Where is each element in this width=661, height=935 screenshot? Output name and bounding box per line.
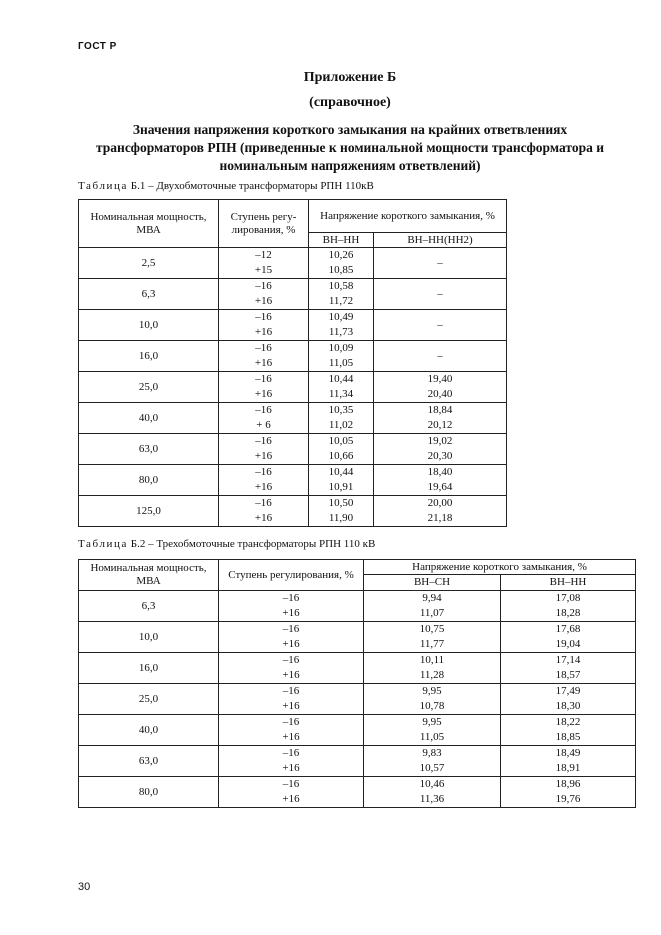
cell-line: 19,64 [427,481,453,493]
cell-step [219,777,364,808]
cell-power: 16,0 [79,653,219,684]
cell-power: 40,0 [79,403,219,434]
cell-step [219,248,309,279]
table-row [79,310,507,341]
cell-line: 9,83 [422,747,442,759]
cell-line: –16 [255,466,272,478]
cell-power: 6,3 [79,591,219,622]
cell-line: 21,18 [427,512,453,524]
cell-vn-nn [309,279,374,310]
cell-line: 11,34 [328,388,354,400]
cell-vn-nn-nn2: – [374,341,507,372]
cell-line: 20,30 [427,450,453,462]
cell-vn-sn [364,591,501,622]
table2-caption-text: Б.2 – Трехобмоточные трансформаторы РПН 110 кВ [128,538,376,550]
cell-power: 10,0 [79,622,219,653]
cell-line: 18,57 [555,669,581,681]
cell-line: 10,85 [328,264,354,276]
cell-line: 18,22 [555,716,581,728]
table-row [79,653,636,684]
cell-vn-nn [501,746,636,777]
cell-line: +16 [282,669,300,681]
cell-line: 9,95 [422,716,442,728]
cell-power: 63,0 [79,434,219,465]
cell-line: 10,46 [419,778,445,790]
cell-vn-sn [364,684,501,715]
cell-step [219,591,364,622]
table-row [79,591,636,622]
table-three-winding [78,559,636,808]
table1-caption-label: Таблица [78,180,128,192]
table1-caption [78,180,374,192]
table-row [79,279,507,310]
cell-line: +16 [254,481,273,493]
t1-header-voltage: Напряжение короткого замыкания, % [309,200,507,233]
cell-vn-sn [364,715,501,746]
cell-line: 19,04 [555,638,581,650]
cell-line: 18,84 [427,404,453,416]
table-row [79,746,636,777]
t1-header-vn-nn-nn2: ВН–НН(НН2) [374,233,507,248]
cell-line: 11,07 [419,607,445,619]
cell-power: 80,0 [79,777,219,808]
cell-line: 10,44 [328,466,354,478]
cell-step [219,279,309,310]
cell-line: –16 [255,342,272,354]
cell-line: +16 [254,388,273,400]
cell-line: 17,49 [555,685,581,697]
cell-line: +16 [282,607,300,619]
cell-vn-nn [501,715,636,746]
table2-caption-label: Таблица [78,538,128,550]
cell-line: +16 [282,638,300,650]
cell-line: 10,05 [328,435,354,447]
t2-header-voltage: Напряжение короткого замыкания, % [364,560,636,575]
cell-line: –16 [282,747,300,759]
cell-vn-nn [501,777,636,808]
table-row [79,341,507,372]
cell-line: 20,00 [427,497,453,509]
cell-step [219,715,364,746]
t1-header-step: Ступень регулирования, % [219,200,309,248]
cell-line: 19,02 [427,435,453,447]
cell-line: 10,58 [328,280,354,292]
cell-line: 10,26 [328,249,354,261]
cell-line: 19,76 [555,793,581,805]
cell-line: 20,12 [427,419,453,431]
cell-vn-sn [364,746,501,777]
cell-step [219,622,364,653]
cell-line: –16 [255,404,272,416]
cell-vn-nn-nn2 [374,403,507,434]
cell-line: 11,73 [328,326,354,338]
table-row [79,777,636,808]
cell-line: +16 [254,295,273,307]
cell-line: 11,28 [419,669,445,681]
cell-line: 17,08 [555,592,581,604]
cell-vn-nn-nn2 [374,496,507,527]
cell-power: 16,0 [79,341,219,372]
cell-step [219,372,309,403]
appendix-title: Приложение Б [303,70,397,85]
cell-vn-sn [364,777,501,808]
t1-header-power: Номинальная мощность, МВА [79,200,219,248]
cell-step [219,403,309,434]
cell-line: +16 [282,762,300,774]
cell-vn-nn [309,310,374,341]
cell-line: –16 [282,623,300,635]
cell-line: +16 [282,793,300,805]
cell-line: 19,40 [427,373,453,385]
cell-line: 11,02 [328,419,354,431]
cell-line: 18,85 [555,731,581,743]
cell-step [219,310,309,341]
cell-line: +16 [254,512,273,524]
appendix-status: (справочное) [309,95,391,110]
cell-vn-nn [501,591,636,622]
table-row [79,465,507,496]
cell-vn-nn [309,496,374,527]
cell-power: 63,0 [79,746,219,777]
cell-line: +16 [282,731,300,743]
t2-header-vn-nn: ВН–НН [501,575,636,591]
cell-line: –16 [282,716,300,728]
cell-line: 11,36 [419,793,445,805]
cell-line: 11,77 [419,638,445,650]
cell-vn-nn [501,622,636,653]
cell-vn-nn [309,341,374,372]
cell-line: 17,14 [555,654,581,666]
cell-line: –16 [282,778,300,790]
cell-line: 10,91 [328,481,354,493]
cell-line: 11,90 [328,512,354,524]
cell-line: 10,35 [328,404,354,416]
cell-line: –16 [255,435,272,447]
cell-line: –16 [282,685,300,697]
cell-line: 10,49 [328,311,354,323]
cell-step [219,341,309,372]
cell-line: 10,50 [328,497,354,509]
cell-power: 25,0 [79,684,219,715]
cell-vn-nn [309,372,374,403]
appendix-heading: Значения напряжения короткого замыкания на крайних ответвлениях трансформаторов РПН (приведенные к номинальной мощности трансформатора и номинальным напряжениям ответвлений) [96,122,604,173]
cell-line: +16 [254,450,273,462]
cell-vn-nn [309,434,374,465]
cell-line: +16 [282,700,300,712]
cell-line: 10,09 [328,342,354,354]
cell-line: –16 [282,654,300,666]
cell-line: –16 [255,311,272,323]
cell-line: –16 [255,373,272,385]
cell-line: 18,49 [555,747,581,759]
cell-line: +15 [254,264,273,276]
cell-step [219,465,309,496]
cell-line: 18,40 [427,466,453,478]
table-row [79,248,507,279]
cell-vn-sn [364,622,501,653]
table-row [79,684,636,715]
cell-line: 18,91 [555,762,581,774]
cell-power: 10,0 [79,310,219,341]
cell-power: 6,3 [79,279,219,310]
cell-vn-nn [501,653,636,684]
cell-line: 10,44 [328,373,354,385]
cell-vn-nn [501,684,636,715]
doc-code-header: ГОСТ Р [78,41,117,52]
cell-line: 10,78 [419,700,445,712]
table-row [79,715,636,746]
t2-header-step: Ступень регулирования, % [219,560,364,591]
cell-line: –12 [255,249,272,261]
cell-line: –16 [255,497,272,509]
table-row [79,403,507,434]
cell-line: 9,95 [422,685,442,697]
cell-line: 18,96 [555,778,581,790]
cell-line: + 6 [256,419,271,431]
cell-line: +16 [254,357,273,369]
cell-vn-nn-nn2 [374,465,507,496]
cell-line: 18,30 [555,700,581,712]
cell-power: 125,0 [79,496,219,527]
cell-line: 10,75 [419,623,445,635]
table1-caption-text: Б.1 – Двухобмоточные трансформаторы РПН 110кВ [128,180,374,192]
table2-caption [78,538,375,550]
cell-line: 18,28 [555,607,581,619]
cell-vn-nn-nn2: – [374,248,507,279]
t2-header-vn-sn: ВН–СН [364,575,501,591]
cell-vn-nn [309,248,374,279]
cell-line: 17,68 [555,623,581,635]
cell-step [219,746,364,777]
cell-line: 11,05 [419,731,445,743]
cell-line: 10,57 [419,762,445,774]
cell-step [219,434,309,465]
table-row [79,372,507,403]
cell-line: 11,72 [328,295,354,307]
cell-line: 10,66 [328,450,354,462]
cell-step [219,653,364,684]
cell-vn-nn [309,465,374,496]
cell-line: 11,05 [328,357,354,369]
cell-line: 10,11 [419,654,445,666]
cell-line: –16 [255,280,272,292]
t2-header-power: Номинальная мощность, МВА [79,560,219,591]
cell-vn-nn-nn2: – [374,310,507,341]
table-two-winding [78,199,507,527]
table-row [79,434,507,465]
cell-line: –16 [282,592,300,604]
table-row [79,496,507,527]
t1-header-vn-nn: ВН–НН [309,233,374,248]
cell-line: 20,40 [427,388,453,400]
cell-step [219,496,309,527]
cell-step [219,684,364,715]
cell-power: 2,5 [79,248,219,279]
cell-power: 80,0 [79,465,219,496]
cell-power: 25,0 [79,372,219,403]
cell-vn-nn-nn2 [374,372,507,403]
cell-power: 40,0 [79,715,219,746]
cell-vn-sn [364,653,501,684]
table-row [79,622,636,653]
cell-vn-nn-nn2: – [374,279,507,310]
cell-line: +16 [254,326,273,338]
cell-line: 9,94 [422,592,442,604]
cell-vn-nn-nn2 [374,434,507,465]
cell-vn-nn [309,403,374,434]
page-number: 30 [78,881,91,893]
